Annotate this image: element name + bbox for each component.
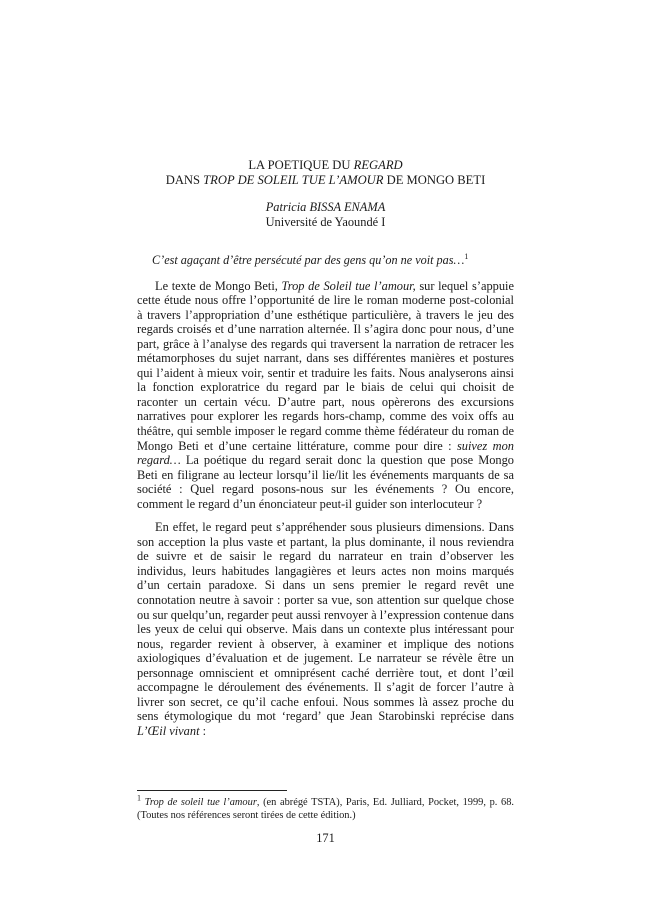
text-run: Trop de soleil tue l’amour — [144, 797, 257, 808]
epigraph — [152, 253, 514, 268]
author-name: Patricia BISSA ENAMA — [265, 200, 386, 214]
text-column — [137, 158, 514, 738]
paragraph-1 — [137, 279, 514, 512]
text-run: 1 — [137, 793, 141, 803]
page-number: 171 — [316, 831, 335, 845]
text-run: DE MONGO BETI — [383, 172, 486, 187]
text-run: TROP DE SOLEIL TUE L’AMOUR — [203, 172, 384, 187]
text-run: : — [199, 723, 207, 738]
text-run: Trop de Soleil tue l’amour, — [281, 278, 416, 293]
text-run: 1 — [464, 251, 469, 261]
text-run: La poétique du regard serait donc la question que pose Mongo Beti en filigrane au lecteur lorsqu’il lie/lit les événements marquants de sa société : Quel regard posons-nous sur les événements ? Ou encore, comment le regard d’un énonciateur peut-il guider son interlocuteur ? — [137, 453, 514, 511]
text-run: DANS — [165, 172, 204, 187]
text-run: LA POETIQUE DU — [248, 158, 354, 172]
author-affiliation: Université de Yaoundé I — [265, 214, 386, 229]
footnote-separator — [137, 790, 287, 791]
text-run: C’est agaçant d’être persécuté par des gens qu’on ne voit pas… — [152, 253, 465, 267]
text-run: En effet, le regard peut s’appréhender sous plusieurs dimensions. Dans son acception la plus vaste et partant, la plus dominante, il nous reviendra de suivre et de saisir le regard du narrateur en train d’observer les individus, leurs habitudes langagières et leurs actes non moins marqués d’un certain paradoxe. Si dans un sens premier le regard revêt une connotation neutre à savoir : porter sa vue, son attention sur quelque chose ou sur quelqu’un, regarder peut aussi renvoyer à l’expression contenue dans les yeux de celui qui observe. Mais dans un contexte plus intéressant pour nous, regarder revient à observer, à examiner et implique des notions axiologiques d’évaluation et de jugement. Le narrateur se révèle être un personnage omniscient et omniprésent caché derrière tout, et dont l’œil accompagne le déroulement des événements. Il s’agit de forcer l’autre à livrer son secret, ce qu’il cache enfoui. Nous sommes là assez proche du sens étymologique du mot ‘regard’ que Jean Starobinski reprécise dans — [137, 520, 514, 724]
text-run: suivez mon regard… — [137, 438, 514, 468]
text-run: Le texte de Mongo Beti, — [155, 278, 282, 293]
article-title — [137, 158, 514, 187]
text-run: sur lequel s’appuie cette étude nous offre l’opportunité de lire le roman moderne post-colonial à travers l’appropriation d’une esthétique particulière, à travers le jeu des regards croisés et d’une narration alternée. Il s’agira donc pour nous, d’une part, grâce à l’analyse des regards qui traversent la narration de retracer les métamorphoses du sujet narrant, dans ses différentes manières et postures qui l’aident à mieux voir, sentir et traduire les faits. Nous analyserons ainsi la fonction exploratrice du regard par le biais de celui qui choisit de raconter un certain vécu. D’autre part, nous opèrerons des excursions narratives pour explorer les regards hors-champ, comme des voix offs au théâtre, qui semble imposer le regard comme thème fédérateur du roman de Mongo Beti et d’une certaine littérature, comme pour dire : — [137, 278, 514, 453]
footnote-1 — [137, 793, 514, 822]
text-run: REGARD — [353, 158, 403, 172]
text-run: L’Œil vivant — [137, 723, 200, 738]
text-run: , (en abrégé TSTA), Paris, Ed. Julliard, Pocket, 1999, p. 68. (Toutes nos références seront tirées de cette édition.) — [137, 797, 514, 821]
title-line-2 — [137, 173, 514, 188]
title-line-1 — [137, 158, 514, 173]
author-block — [137, 200, 514, 229]
footnote-area — [137, 790, 514, 822]
paragraph-2 — [137, 520, 514, 738]
